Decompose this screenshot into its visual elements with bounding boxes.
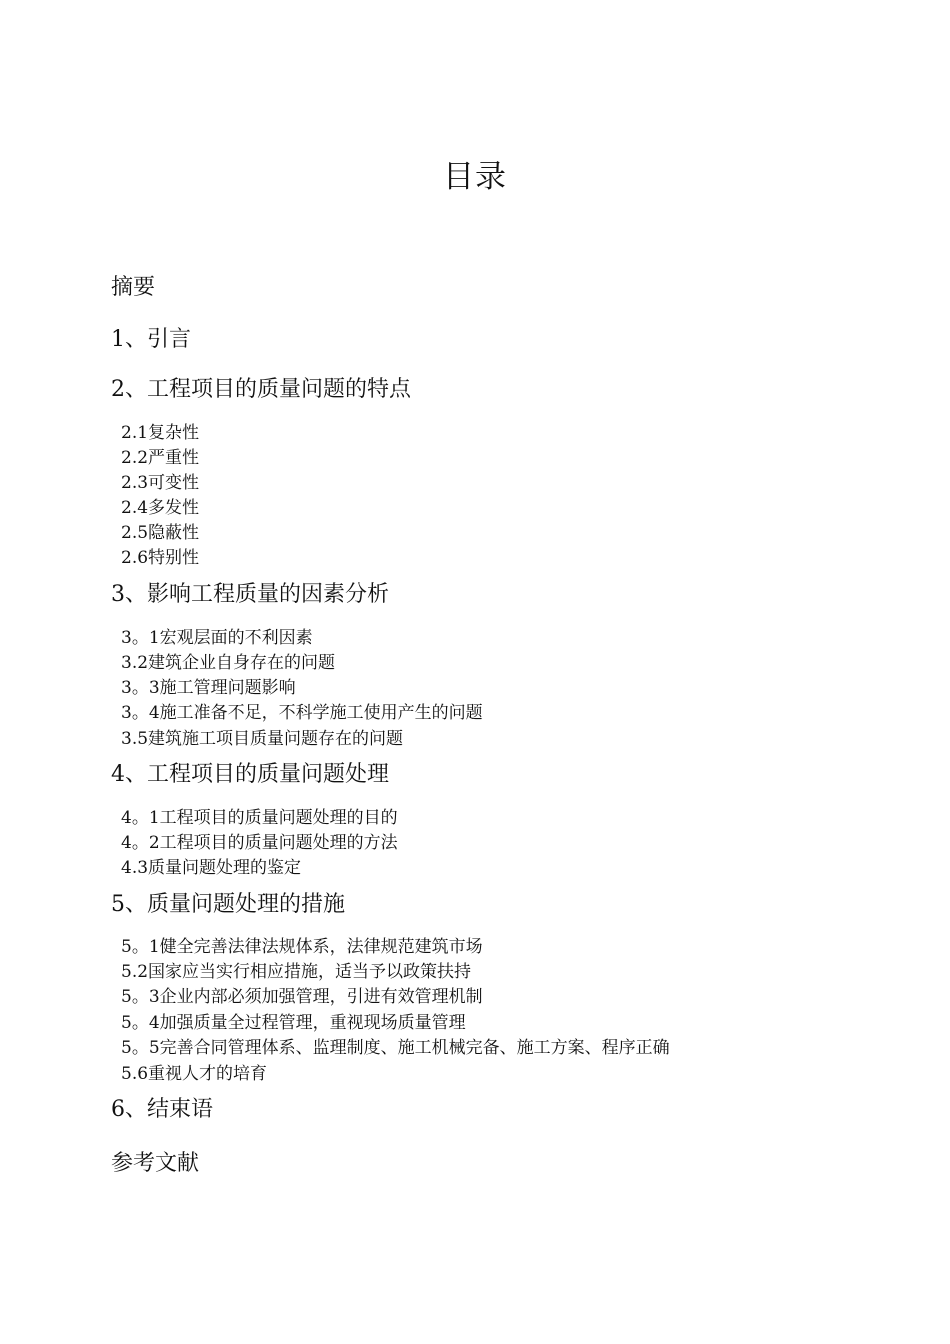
toc-entry-2-3: 2.3可变性 (121, 473, 200, 493)
toc-entry-2-5: 2.5隐蔽性 (121, 523, 200, 543)
toc-entry-5-3: 5。3企业内部必须加强管理，引进有效管理机制 (121, 987, 483, 1007)
toc-entry-2: 2、工程项目的质量问题的特点 (111, 377, 411, 402)
page-title: 目录 (443, 159, 507, 195)
toc-entry-3: 3、影响工程质量的因素分析 (111, 582, 389, 607)
toc-entry-5: 5、质量问题处理的措施 (111, 892, 345, 917)
toc-entry-abstract: 摘要 (111, 275, 156, 300)
toc-entry-5-5: 5。5完善合同管理体系、监理制度、施工机械完备、施工方案、程序正确 (121, 1038, 670, 1058)
toc-entry-4: 4、工程项目的质量问题处理 (111, 762, 389, 787)
toc-entry-3-4: 3。4施工准备不足，不科学施工使用产生的问题 (121, 703, 483, 723)
toc-entry-3-3: 3。3施工管理问题影响 (121, 678, 296, 698)
toc-entry-5-1: 5。1健全完善法律法规体系，法律规范建筑市场 (121, 937, 483, 957)
toc-entry-6: 6、结束语 (111, 1097, 213, 1122)
toc-entry-5-4: 5。4加强质量全过程管理，重视现场质量管理 (121, 1013, 466, 1033)
toc-entry-2-2: 2.2严重性 (121, 448, 200, 468)
toc-entry-2-6: 2.6特别性 (121, 548, 200, 568)
toc-entry-5-6: 5.6重视人才的培育 (121, 1064, 268, 1084)
toc-entry-4-2: 4。2工程项目的质量问题处理的方法 (121, 833, 398, 853)
toc-entry-2-1: 2.1复杂性 (121, 423, 200, 443)
toc-entry-1: 1、引言 (111, 327, 191, 352)
toc-entry-3-2: 3.2建筑企业自身存在的问题 (121, 653, 336, 673)
toc-entry-4-1: 4。1工程项目的质量问题处理的目的 (121, 808, 398, 828)
toc-entry-3-1: 3。1宏观层面的不利因素 (121, 628, 313, 648)
toc-entry-4-3: 4.3质量问题处理的鉴定 (121, 858, 302, 878)
toc-entry-3-5: 3.5建筑施工项目质量问题存在的问题 (121, 729, 404, 749)
toc-entry-5-2: 5.2国家应当实行相应措施，适当予以政策扶持 (121, 962, 472, 982)
toc-entry-2-4: 2.4多发性 (121, 498, 200, 518)
toc-entry-references: 参考文献 (111, 1151, 200, 1176)
